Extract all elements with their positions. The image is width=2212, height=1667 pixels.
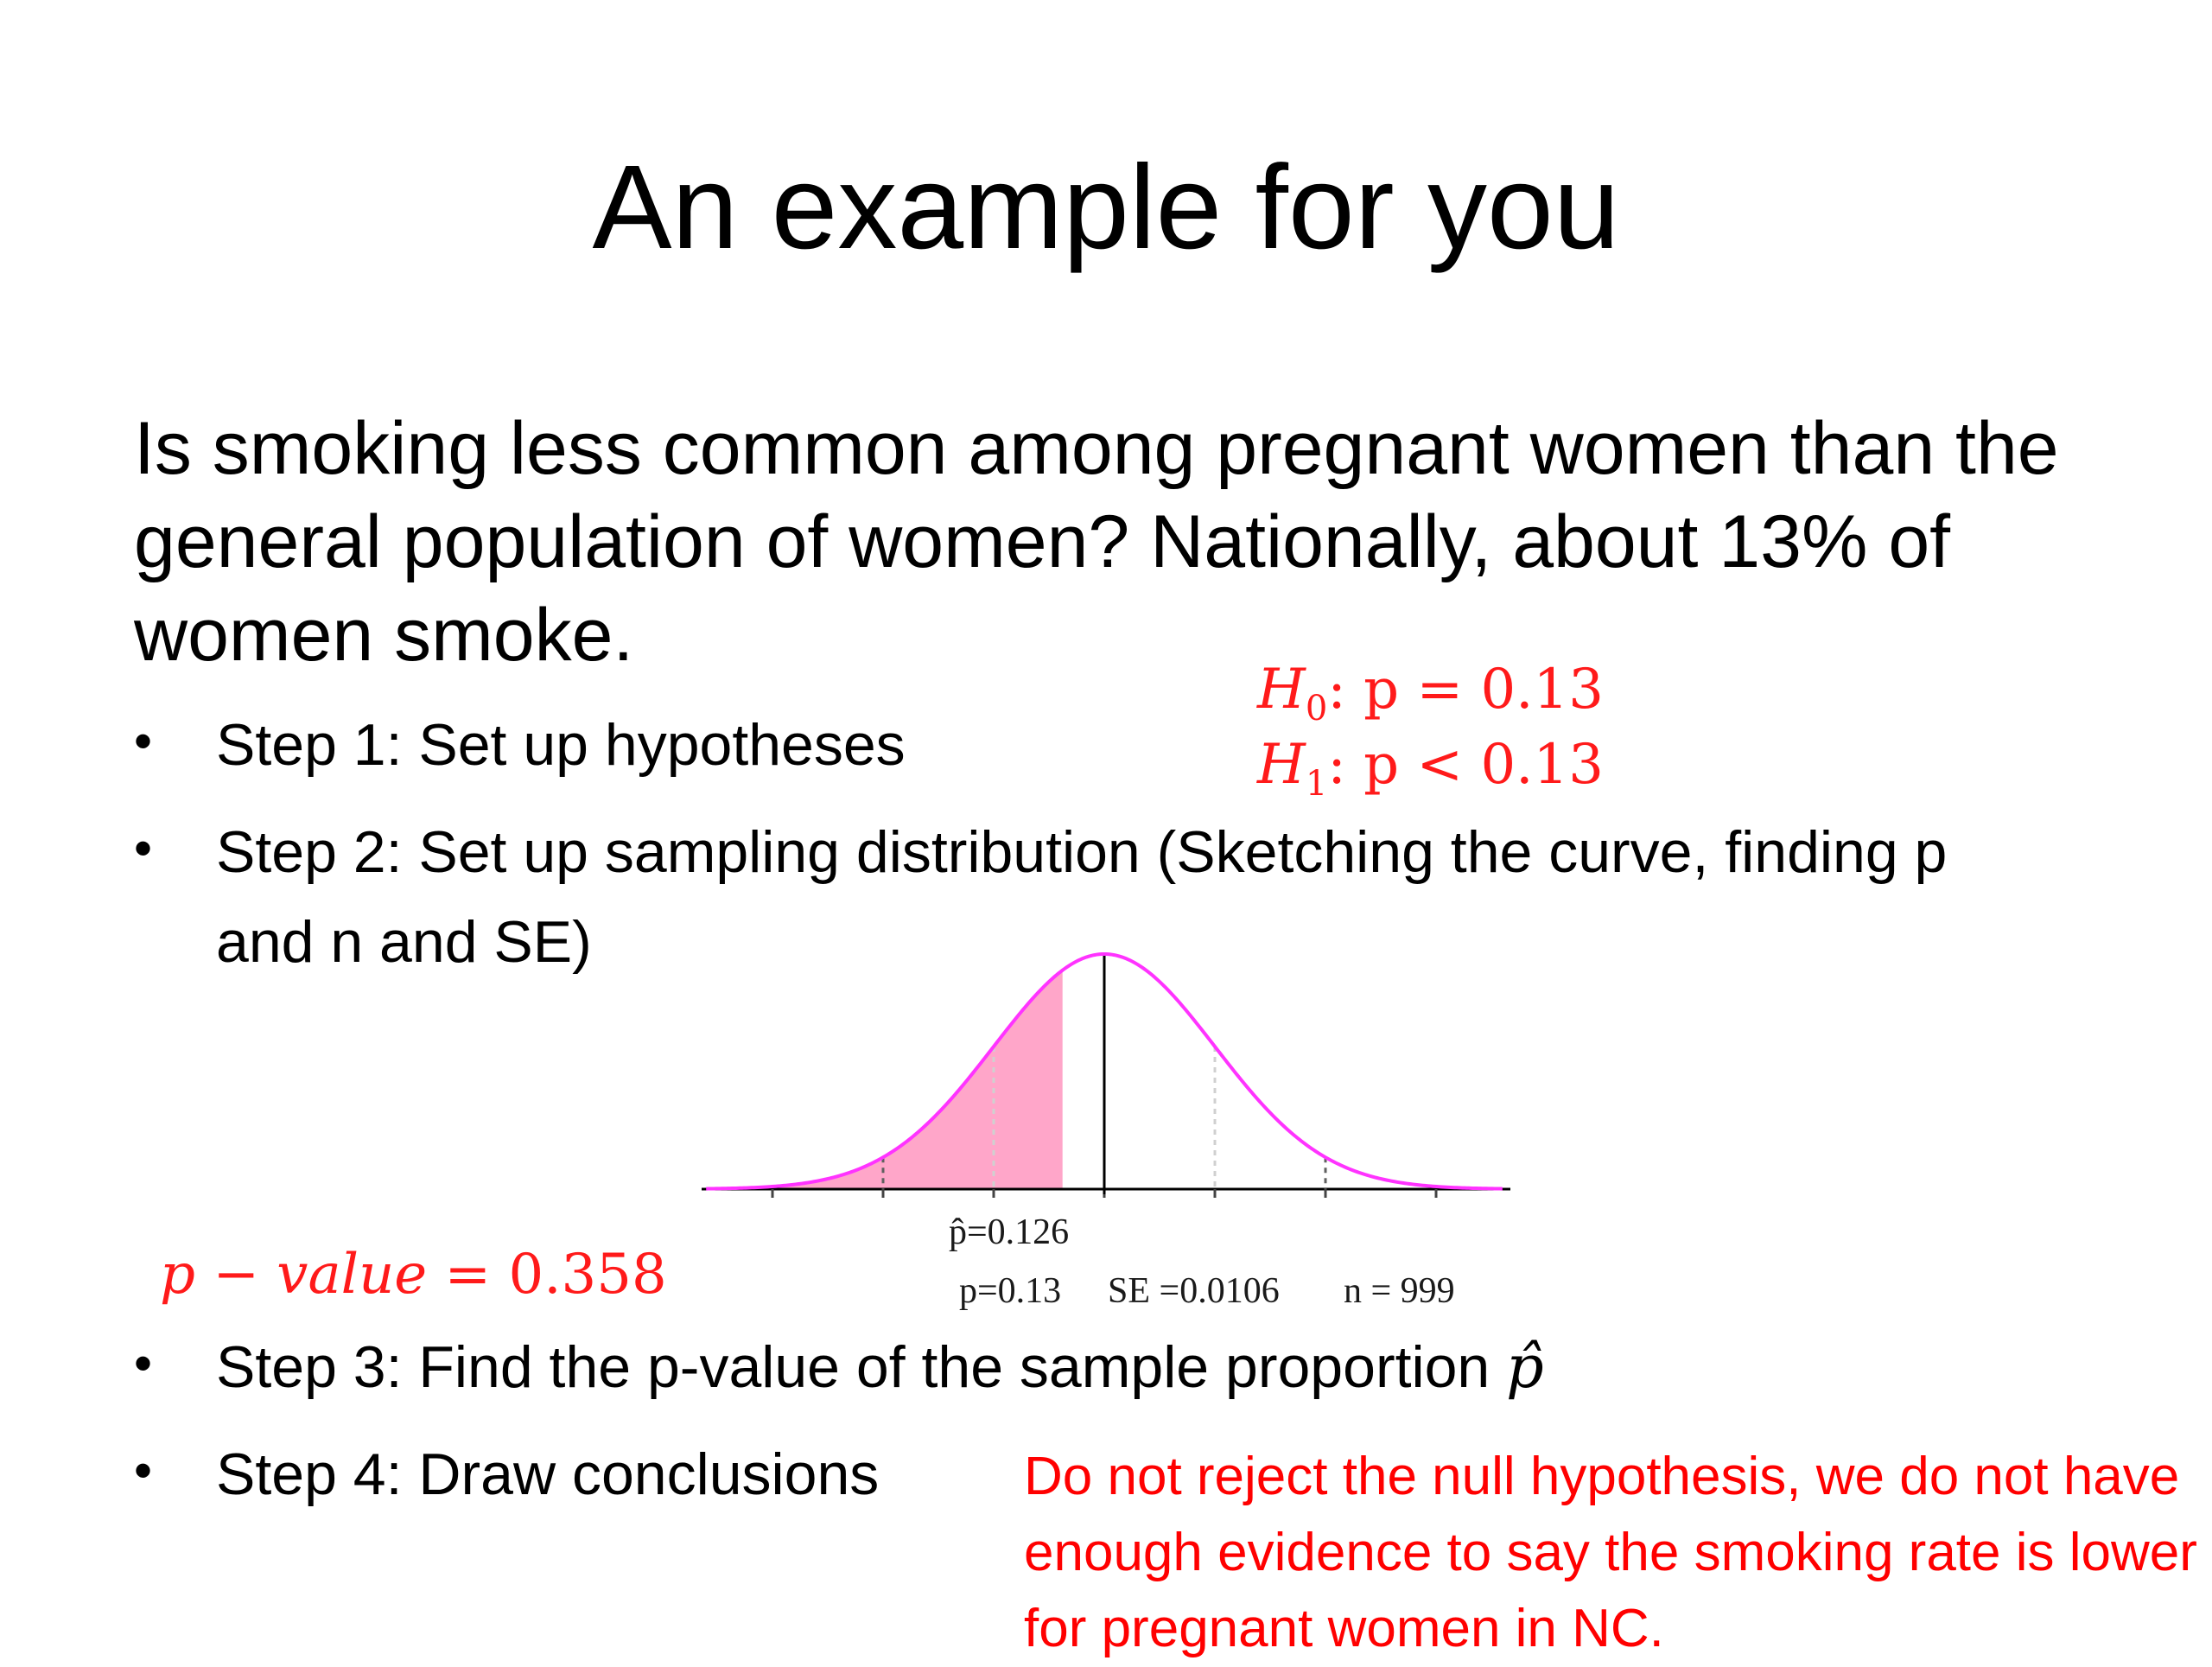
h0-symbol: H [1257, 658, 1306, 722]
question-text: Is smoking less common among pregnant women than the general population of women? Nationally, about 13% of women smoke. [134, 407, 2059, 677]
bullet-step-4: • [134, 1441, 153, 1499]
n-label: n = 999 [1344, 1271, 1455, 1311]
h0-subscript: 0 [1305, 688, 1328, 729]
step-3-label [216, 1322, 1544, 1413]
step-4-label: Step 4: Draw conclusions [216, 1441, 880, 1507]
step-1-label: Step 1: Set up hypotheses [216, 712, 906, 778]
step-2-line-1: Step 2: Set up sampling distribution (Sketching the curve, finding p [216, 819, 1948, 885]
h1-text: : p < 0.13 [1327, 733, 1604, 797]
phat-symbol: p̂ [1506, 1333, 1544, 1402]
se-label: SE =0.0106 [1108, 1271, 1280, 1311]
p-label: p=0.13 [959, 1271, 1062, 1311]
step-3-text: Step 3: Find the p-value of the sample proportion [216, 1334, 1491, 1400]
slide-title: An example for you [592, 141, 1620, 274]
bullet-step-2: • [134, 819, 153, 877]
phat-label: p̂=0.126 [949, 1212, 1070, 1252]
step-2-line-2: and n and SE) [216, 909, 592, 975]
p-value-result [160, 1243, 667, 1307]
h0-text: : p = 0.13 [1327, 658, 1604, 722]
h1-symbol: H [1257, 733, 1306, 797]
p-value-number: 0.358 [508, 1243, 667, 1307]
h1-subscript: 1 [1305, 763, 1328, 804]
conclusion-text: Do not reject the null hypothesis, we do not have enough evidence to say the smoking rate is lower for pregnant women in NC. [1024, 1447, 2197, 1658]
bullet-step-3: • [134, 1334, 153, 1392]
p-value-label: p − value = [160, 1243, 509, 1307]
bullet-step-1: • [134, 712, 153, 770]
sampling-distribution-chart [691, 933, 1521, 1210]
